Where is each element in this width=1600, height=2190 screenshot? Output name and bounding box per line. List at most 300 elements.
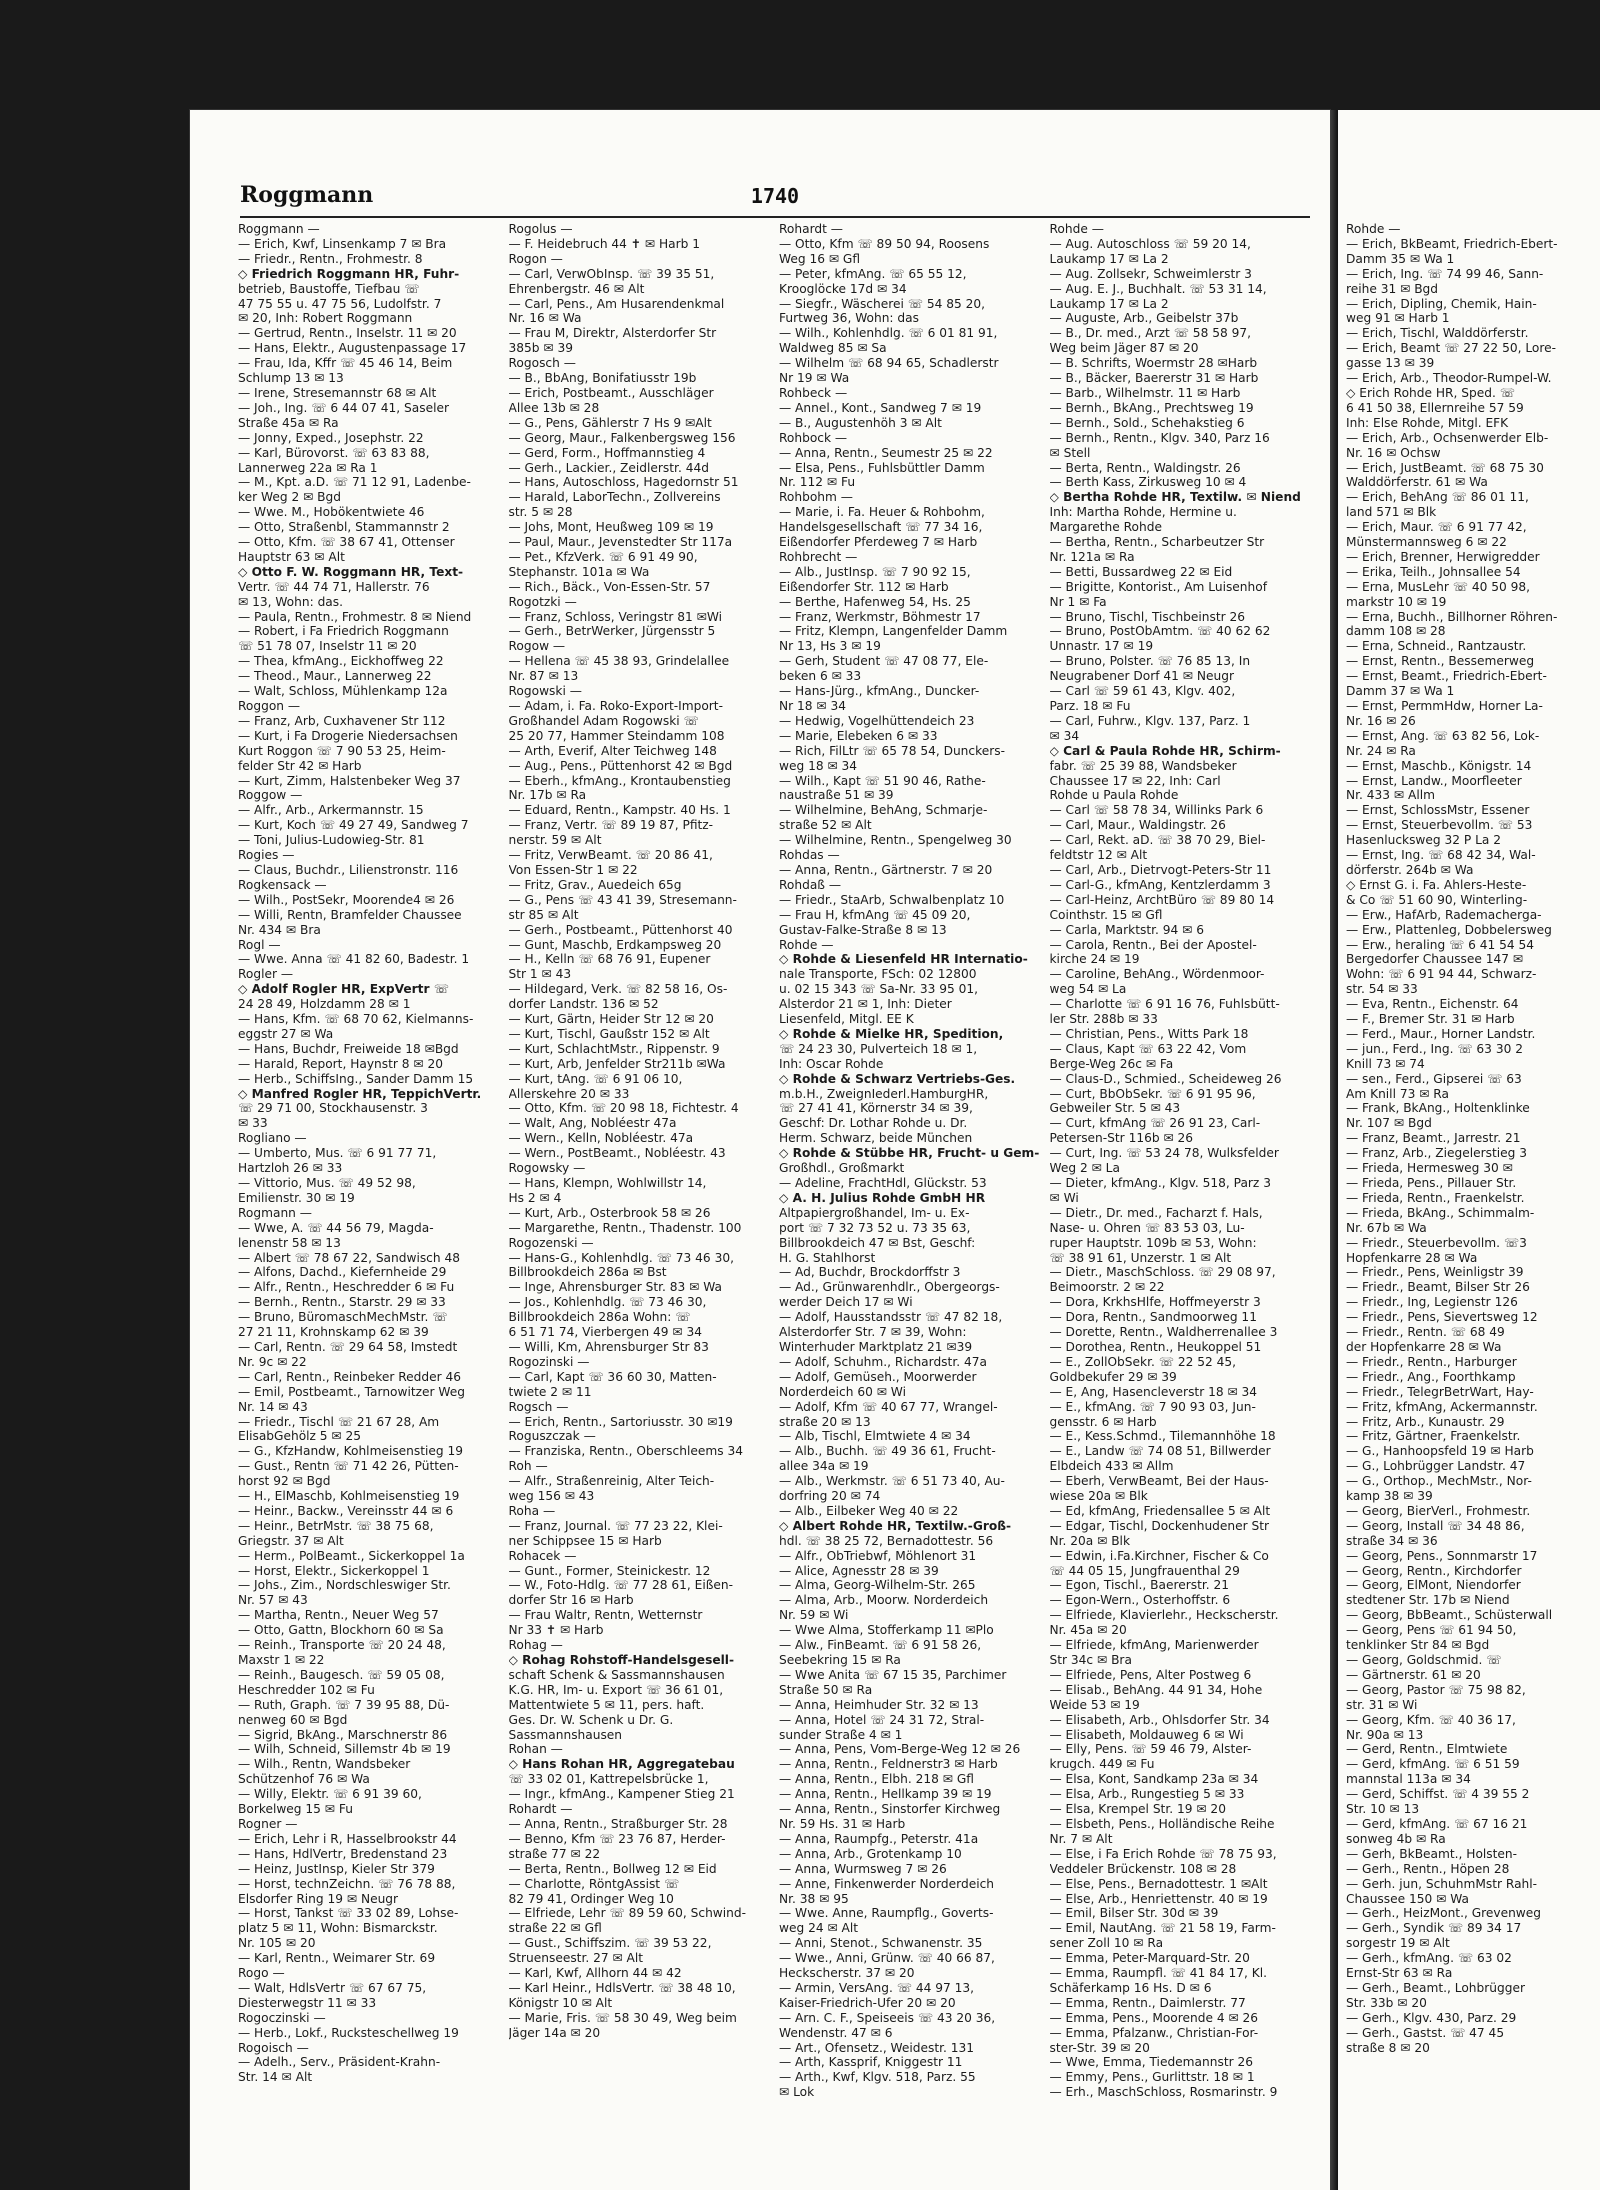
- directory-entry-line: — Otto, Kfm. ☏ 38 67 41, Ottenser: [238, 535, 455, 550]
- directory-entry-line: — Marie, Fris. ☏ 58 30 49, Weg beim: [508, 2010, 737, 2025]
- directory-entry-line: m.b.H., ZweignIederl.HamburgHR,: [779, 1086, 989, 1101]
- directory-entry-line: — Gerd, Form., Hoffmannstieg 4: [508, 445, 706, 460]
- directory-entry-line: — Georg, Goldschmid. ☏: [1346, 1653, 1502, 1667]
- directory-entry-line: — Bruno, PostObAmtm. ☏ 40 62 62: [1049, 624, 1271, 639]
- directory-entry-line: — Walt, Ang, Nobléestr 47a: [508, 1116, 677, 1131]
- directory-entry-line: Rohde —: [1049, 222, 1104, 236]
- directory-entry-line: Str 1 ✉ 43: [508, 967, 572, 982]
- directory-entry-line: Rohde —: [1346, 222, 1401, 236]
- directory-entry-line: — Gerh., Postbeamt., Püttenhorst 40: [508, 922, 733, 937]
- directory-entry-line: felder Str 42 ✉ Harb: [238, 758, 362, 773]
- directory-entry-line: — Christian, Pens., Witts Park 18: [1049, 1026, 1249, 1041]
- directory-entry-line: ◇ Adolf Rogler HR, ExpVertr ☏: [238, 982, 450, 997]
- directory-entry-line: — Umberto, Mus. ☏ 6 91 77 71,: [238, 1146, 437, 1161]
- directory-entry-line: 6 41 50 38, Ellernreihe 57 59: [1346, 400, 1524, 415]
- directory-entry-line: — Peter, kfmAng. ☏ 65 55 12,: [779, 266, 967, 281]
- directory-entry-line: Rohan —: [508, 1742, 563, 1757]
- directory-entry-line: — Gerh., HeizMont., Grevenweg: [1346, 1906, 1542, 1921]
- directory-entry-line: ☏ 24 23 30, Pulverteich 18 ✉ 1,: [779, 1041, 978, 1056]
- directory-entry-line: Diesterwegstr 11 ✉ 33: [238, 1995, 377, 2010]
- directory-entry-line: Damm 35 ✉ Wa 1: [1346, 251, 1455, 266]
- directory-entry-line: — Dora, Rentn., Sandmoorweg 11: [1049, 1310, 1257, 1325]
- directory-entry-line: — Kurt, i Fa Drogerie Niedersachsen: [238, 728, 458, 743]
- directory-entry-line: — Ferd., Maur., Horner Landstr.: [1346, 1026, 1536, 1041]
- directory-entry-line: Nase- u. Ohren ☏ 83 53 03, Lu-: [1049, 1220, 1245, 1235]
- directory-entry-line: str. 54 ✉ 33: [1346, 982, 1418, 997]
- directory-entry-line: — W., Foto-Hdlg. ☏ 77 28 61, Eißen-: [508, 1578, 734, 1593]
- directory-entry-line: beken 6 ✉ 33: [779, 669, 862, 684]
- directory-entry-line: — Erich, Rentn., Sartoriusstr. 30 ✉19: [508, 1414, 733, 1429]
- directory-entry-line: Parz. 18 ✉ Fu: [1049, 699, 1131, 713]
- directory-entry-line: — Alb, Tischl, Elmtwiete 4 ✉ 34: [779, 1429, 971, 1444]
- directory-entry-line: — Frieda, Hermesweg 30 ✉: [1346, 1161, 1513, 1176]
- directory-entry-line: Rogliano —: [238, 1131, 307, 1146]
- directory-entry-line: Nr. 38 ✉ 95: [779, 1891, 849, 1906]
- directory-entry-line: — Bruno, Tischl, Tischbeinstr 26: [1049, 609, 1246, 624]
- directory-entry-line: — Auguste, Arb., Geibelstr 37b: [1049, 311, 1239, 326]
- directory-entry-line: damm 108 ✉ 28: [1346, 624, 1446, 639]
- directory-entry-line: Elsdorfer Ring 19 ✉ Neugr: [238, 1891, 399, 1906]
- directory-entry-line: — Walt, Schloss, Mühlenkamp 12a: [238, 684, 448, 699]
- directory-entry-line: — Alb., Buchh. ☏ 49 36 61, Frucht-: [779, 1444, 996, 1459]
- directory-entry-line: Nr. 121a ✉ Ra: [1049, 549, 1135, 564]
- directory-entry-line: — H., Kelln ☏ 68 76 91, Eupener: [508, 952, 711, 967]
- directory-entry-line: werder Deich 17 ✉ Wi: [779, 1295, 913, 1310]
- directory-entry-line: Rogkensack —: [238, 877, 327, 892]
- directory-entry-line: Rogozinski —: [508, 1354, 590, 1369]
- directory-entry-line: — Friedr., Pens, Weinligstr 39: [1346, 1265, 1524, 1280]
- directory-entry-line: ☏ 38 91 61, Unzerstr. 1 ✉ Alt: [1049, 1250, 1232, 1265]
- directory-entry-line: — Bruno, Polster. ☏ 76 85 13, In: [1049, 654, 1251, 669]
- directory-entry-line: ◇ Rohde & Stübbe HR, Frucht- u Gem-: [779, 1146, 1040, 1161]
- directory-entry-line: feldtstr 12 ✉ Alt: [1049, 848, 1148, 863]
- directory-entry-line: — Adeline, FrachtHdl, Glückstr. 53: [779, 1176, 987, 1190]
- directory-entry-line: — G., KfzHandw, Kohlmeisenstieg 19: [238, 1444, 464, 1459]
- page-header: [240, 180, 1310, 218]
- directory-entry-line: — Siegfr., Wäscherei ☏ 54 85 20,: [779, 296, 985, 311]
- directory-entry-line: — Harald, LaborTechn., Zollvereins: [508, 490, 721, 505]
- directory-entry-line: — Gerd, kfmAng. ☏ 67 16 21: [1346, 1816, 1528, 1831]
- directory-entry-line: — jun., Ferd., Ing. ☏ 63 30 2: [1346, 1041, 1523, 1056]
- directory-entry-line: — Elisabeth, Arb., Ohlsdorfer Str. 34: [1049, 1712, 1270, 1727]
- directory-entry-line: — Wilhelm ☏ 68 94 65, Schadlerstr: [779, 356, 999, 371]
- directory-entry-line: Gustav-Falke-Straße 8 ✉ 13: [779, 922, 947, 937]
- directory-entry-line: — Emma, Rentn., Daimlerstr. 77: [1049, 1995, 1246, 2010]
- directory-entry-line: — Erich, Maur. ☏ 6 91 77 42,: [1346, 520, 1527, 535]
- directory-entry-line: — Heinr., Backw., Vereinsstr 44 ✉ 6: [238, 1503, 454, 1518]
- directory-entry-line: Roggmann —: [238, 222, 320, 236]
- directory-entry-line: — Else, Pens., Bernadottestr. 1 ✉Alt: [1049, 1876, 1268, 1891]
- directory-entry-line: Nr. 16 ✉ Ochsw: [1346, 445, 1441, 460]
- directory-entry-line: K.G. HR, Im- u. Export ☏ 36 61 01,: [508, 1682, 724, 1697]
- directory-entry-line: Nr. 14 ✉ 43: [238, 1399, 308, 1414]
- directory-entry-line: — Erna, Schneid., Rantzaustr.: [1346, 639, 1527, 654]
- directory-entry-line: — Ingr., kfmAng., Kampener Stieg 21: [508, 1787, 735, 1802]
- directory-entry-line: — Friedr., TelegrBetrWart, Hay-: [1346, 1384, 1534, 1399]
- directory-entry-line: — Erna, Buchh., Billhorner Röhren-: [1346, 609, 1558, 624]
- directory-entry-line: — Alfr., Rentn., Heschredder 6 ✉ Fu: [238, 1280, 455, 1295]
- directory-entry-line: — Erna, MusLehr ☏ 40 50 98,: [1346, 579, 1531, 594]
- directory-entry-line: Schäferkamp 16 Hs. D ✉ 6: [1049, 1980, 1212, 1995]
- directory-entry-line: — Hans, Klempn, Wohlwillstr 14,: [508, 1176, 707, 1190]
- directory-entry-line: — Arth, Everif, Alter Teichweg 148: [508, 743, 717, 758]
- directory-entry-line: — Bertha, Rentn., Scharbeutzer Str: [1049, 535, 1265, 550]
- directory-entry-line: — Franz, Schloss, Veringstr 81 ✉Wi: [508, 609, 723, 624]
- book-gutter: [1330, 110, 1338, 2190]
- directory-entry-line: Inh: Martha Rohde, Hermine u.: [1049, 505, 1237, 520]
- directory-entry-line: Goldbekufer 29 ✉ 39: [1049, 1369, 1177, 1384]
- directory-entry-line: Str. 14 ✉ Alt: [238, 2070, 313, 2085]
- directory-entry-line: — Gerh., Klgv. 430, Parz. 29: [1346, 2010, 1517, 2025]
- directory-entry-line: Jäger 14a ✉ 20: [508, 2025, 601, 2040]
- directory-entry-line: dorfring 20 ✉ 74: [779, 1489, 881, 1504]
- directory-entry-line: — Karl, Kwf, Allhorn 44 ✉ 42: [508, 1966, 682, 1981]
- directory-entry-line: — Berta, Rentn., Bollweg 12 ✉ Eid: [508, 1861, 717, 1876]
- directory-entry-line: ◇ Ernst G. i. Fa. Ahlers-Heste-: [1346, 877, 1527, 892]
- directory-entry-line: — Gerh., Rentn., Höpen 28: [1346, 1861, 1510, 1876]
- directory-entry-line: — Ad., Grünwarenhdlr., Obergeorgs-: [779, 1280, 1000, 1295]
- directory-entry-line: — Brigitte, Kontorist., Am Luisenhof: [1049, 579, 1268, 594]
- directory-entry-line: Hs 2 ✉ 4: [508, 1190, 562, 1205]
- directory-entry-line: — Adolf, Schuhm., Richardstr. 47a: [779, 1354, 987, 1369]
- directory-entry-line: krugch. 449 ✉ Fu: [1049, 1757, 1155, 1772]
- directory-entry-line: — Wilh., Kohlenhdlg. ☏ 6 01 81 91,: [779, 326, 998, 341]
- directory-entry-line: nenweg 60 ✉ Bgd: [238, 1712, 348, 1727]
- directory-entry-line: — Annel., Kont., Sandweg 7 ✉ 19: [779, 400, 982, 415]
- directory-entry-line: — Georg, Pastor ☏ 75 98 82,: [1346, 1682, 1526, 1697]
- directory-entry-line: Chaussee 17 ✉ 22, Inh: Carl: [1049, 773, 1221, 788]
- directory-entry-line: — Eberh., kfmAng., Krontaubenstieg: [508, 773, 731, 788]
- directory-entry-line: naustraße 51 ✉ 39: [779, 788, 894, 803]
- directory-entry-line: dorfer Landstr. 136 ✉ 52: [508, 997, 659, 1012]
- directory-entry-line: — Bernh., Rentn., Klgv. 340, Parz 16: [1049, 430, 1270, 445]
- directory-entry-line: Großhdl., Großmarkt: [779, 1161, 905, 1176]
- directory-entry-line: — Ernst, Steuerbevollm. ☏ 53: [1346, 818, 1533, 833]
- directory-entry-line: — Horst, technZeichn. ☏ 76 78 88,: [238, 1876, 456, 1891]
- directory-entry-line: — Aug. E. J., Buchhalt. ☏ 53 31 14,: [1049, 281, 1267, 296]
- directory-entry-line: — Irene, Stresemannstr 68 ✉ Alt: [238, 385, 437, 400]
- directory-entry-line: — Alw., FinBeamt. ☏ 6 91 58 26,: [779, 1638, 982, 1653]
- directory-entry-line: — Carl, Pens., Am Husarendenkmal: [508, 296, 725, 311]
- directory-entry-line: Neugrabener Dorf 41 ✉ Neugr: [1049, 669, 1234, 684]
- directory-entry-line: Laukamp 17 ✉ La 2: [1049, 251, 1169, 266]
- directory-entry-line: Lannerweg 22a ✉ Ra 1: [238, 460, 378, 475]
- directory-entry-line: — Gerh., Lackier., Zeidlerstr. 44d: [508, 460, 709, 475]
- directory-entry-line: Str. 10 ✉ 13: [1346, 1802, 1420, 1817]
- directory-entry-line: — Herm., PolBeamt., Sickerkoppel 1a: [238, 1548, 465, 1563]
- directory-entry-line: Nr. 17b ✉ Ra: [508, 788, 587, 803]
- directory-entry-line: — Berthe, Hafenweg 54, Hs. 25: [779, 594, 971, 609]
- directory-entry-line: — Wwe, Emma, Tiedemannstr 26: [1049, 2055, 1253, 2070]
- directory-entry-line: Rohde u Paula Rohde: [1049, 788, 1179, 803]
- directory-entry-line: — Curt, BbObSekr. ☏ 6 91 95 96,: [1049, 1086, 1256, 1101]
- directory-entry-line: — Dora, KrkhsHlfe, Hoffmeyerstr 3: [1049, 1295, 1261, 1310]
- directory-entry-line: — Adolf, Kfm ☏ 40 67 77, Wrangel-: [779, 1399, 998, 1414]
- directory-entry-line: — Dieter, kfmAng., Klgv. 518, Parz 3: [1049, 1176, 1271, 1190]
- directory-entry-line: — Georg, Install ☏ 34 48 86,: [1346, 1518, 1525, 1533]
- directory-entry-line: — Erich, Arb., Ochsenwerder Elb-: [1346, 430, 1549, 445]
- directory-entry-line: — Alb., Eilbeker Weg 40 ✉ 22: [779, 1503, 959, 1518]
- directory-entry-line: gasse 13 ✉ 39: [1346, 356, 1435, 371]
- directory-entry-line: — Curt, Ing. ☏ 53 24 78, Wulksfelder: [1049, 1146, 1279, 1161]
- directory-entry-line: Weg 16 ✉ Gfl: [779, 251, 861, 266]
- directory-entry-line: straße 20 ✉ 13: [779, 1414, 871, 1429]
- directory-entry-line: — E., kfmAng. ☏ 7 90 93 03, Jun-: [1049, 1399, 1256, 1414]
- directory-entry-line: — Anna, Hotel ☏ 24 31 72, Stral-: [779, 1712, 985, 1727]
- directory-entry-line: Roha —: [508, 1503, 556, 1518]
- directory-entry-line: — Carl, Fuhrw., Klgv. 137, Parz. 1: [1049, 713, 1251, 728]
- directory-entry-line: Rogotzki —: [508, 594, 577, 609]
- directory-entry-line: — Carl, VerwObInsp. ☏ 39 35 51,: [508, 266, 715, 281]
- directory-entry-line: Margarethe Rohde: [1049, 520, 1162, 535]
- directory-entry-line: — Erw., HafArb, Rademacherga-: [1346, 907, 1542, 922]
- directory-entry-line: — Edwin, i.Fa.Kirchner, Fischer & Co: [1049, 1548, 1269, 1563]
- directory-entry-line: — Reinh., Transporte ☏ 20 24 48,: [238, 1638, 446, 1653]
- directory-entry-line: Rohbohm —: [779, 490, 853, 505]
- directory-entry-line: — Fritz, Grav., Auedeich 65g: [508, 877, 682, 892]
- directory-entry-line: — Wilh, Schneid, Sillemstr 4b ✉ 19: [238, 1742, 451, 1757]
- directory-entry-line: — Georg, Kfm. ☏ 40 36 17,: [1346, 1712, 1516, 1727]
- directory-entry-line: ☏ 27 41 41, Körnerstr 34 ✉ 39,: [779, 1101, 973, 1116]
- directory-entry-line: — Ernst, Beamt., Friedrich-Ebert-: [1346, 669, 1547, 684]
- directory-entry-line: Rogner —: [238, 1816, 298, 1831]
- directory-entry-line: — Eberh, VerwBeamt, Bei der Haus-: [1049, 1474, 1269, 1489]
- directory-entry-line: ner Schippsee 15 ✉ Harb: [508, 1533, 662, 1548]
- directory-entry-line: Nr. 24 ✉ Ra: [1346, 743, 1416, 758]
- directory-column: [779, 222, 1042, 2170]
- directory-entry-line: — Kurt, tAng. ☏ 6 91 06 10,: [508, 1071, 683, 1086]
- directory-entry-line: — Carl-G., kfmAng, Kentzlerdamm 3: [1049, 877, 1271, 892]
- directory-entry-line: — Caroline, BehAng., Wördenmoor-: [1049, 967, 1265, 982]
- directory-entry-line: — Carla, Marktstr. 94 ✉ 6: [1049, 922, 1204, 937]
- directory-entry-line: Alsterdorfer Str. 7 ✉ 39, Wohn:: [779, 1325, 967, 1340]
- directory-entry-line: allee 34a ✉ 19: [779, 1459, 869, 1474]
- directory-entry-line: dorfer Str 16 ✉ Harb: [508, 1593, 634, 1608]
- directory-entry-line: — Aug. Zollsekr, Schweimlerstr 3: [1049, 266, 1252, 281]
- directory-entry-line: & Co ☏ 51 60 90, Winterling-: [1346, 892, 1528, 907]
- directory-entry-line: Rogoczinski —: [238, 2010, 326, 2025]
- directory-entry-line: Rogon —: [508, 251, 563, 266]
- directory-entry-line: — Claus-D., Schmied., Scheideweg 26: [1049, 1071, 1282, 1086]
- directory-entry-line: Nr. 20a ✉ Blk: [1049, 1533, 1130, 1548]
- directory-entry-line: Seebekring 15 ✉ Ra: [779, 1653, 901, 1667]
- directory-entry-line: Rogozenski —: [508, 1235, 594, 1250]
- directory-entry-line: — Emma, Pfalzanw., Christian-For-: [1049, 2025, 1259, 2040]
- directory-entry-line: — Franz, Journal. ☏ 77 23 22, Klei-: [508, 1518, 723, 1533]
- directory-entry-line: — Arn. C. F., Speiseeis ☏ 43 20 36,: [779, 2010, 996, 2025]
- directory-entry-line: Königstr 10 ✉ Alt: [508, 1995, 613, 2010]
- directory-entry-line: Damm 37 ✉ Wa 1: [1346, 684, 1455, 699]
- directory-entry-line: kirche 24 ✉ 19: [1049, 952, 1140, 967]
- directory-entry-line: Schützenhof 76 ✉ Wa: [238, 1772, 370, 1787]
- directory-entry-line: ElisabGehölz 5 ✉ 25: [238, 1429, 362, 1444]
- directory-entry-line: Elbdeich 433 ✉ Allm: [1049, 1459, 1174, 1474]
- directory-entry-line: — Ruth, Graph. ☏ 7 39 95 88, Dü-: [238, 1697, 450, 1712]
- directory-entry-line: — Carl, Maur., Waldingstr. 26: [1049, 818, 1226, 833]
- directory-entry-line: — Franz, Werkmstr, Böhmestr 17: [779, 609, 981, 624]
- directory-entry-line: — Anna, Rentn., Straßburger Str. 28: [508, 1816, 728, 1831]
- directory-entry-line: — Hans, Buchdr, Freiweide 18 ✉Bgd: [238, 1041, 459, 1056]
- directory-entry-line: — Ernst, Ing. ☏ 68 42 34, Wal-: [1346, 848, 1536, 863]
- directory-entry-line: Nr. 57 ✉ 43: [238, 1593, 308, 1608]
- directory-entry-line: Wendenstr. 47 ✉ 6: [779, 2025, 893, 2040]
- directory-entry-line: H. G. Stahlhorst: [779, 1250, 876, 1265]
- directory-entry-line: — Fritz, Klempn, Langenfelder Damm: [779, 624, 1008, 639]
- directory-entry-line: — Friedr., Tischl ☏ 21 67 28, Am: [238, 1414, 440, 1429]
- directory-entry-line: — Carola, Rentn., Bei der Apostel-: [1049, 937, 1257, 952]
- directory-entry-line: — Jonny, Exped., Josephstr. 22: [238, 430, 424, 445]
- directory-entry-line: Nr. 16 ✉ 26: [1346, 713, 1416, 728]
- directory-entry-line: — Wwe. M., Hobökentwiete 46: [238, 505, 425, 520]
- next-page-edge: [1338, 110, 1600, 2190]
- directory-entry-line: Knill 73 ✉ 74: [1346, 1056, 1425, 1071]
- directory-entry-line: ◇ Otto F. W. Roggmann HR, Text-: [238, 564, 464, 579]
- directory-entry-line: — Charlotte ☏ 6 91 16 76, Fuhlsbütt-: [1049, 997, 1280, 1012]
- directory-entry-line: — Alfons, Dachd., Kiefernheide 29: [238, 1265, 447, 1280]
- directory-entry-line: — Alfr., Arb., Arkermannstr. 15: [238, 803, 424, 818]
- directory-entry-line: land 571 ✉ Blk: [1346, 505, 1437, 520]
- directory-entry-line: — Walt, HdlsVertr ☏ 67 67 75,: [238, 1980, 427, 1995]
- directory-entry-line: — Anna, Wurmsweg 7 ✉ 26: [779, 1861, 947, 1876]
- directory-entry-line: — B., Augustenhöh 3 ✉ Alt: [779, 415, 942, 430]
- directory-entry-line: Ernst-Str 63 ✉ Ra: [1346, 1966, 1453, 1981]
- directory-entry-line: — Elsa, Krempel Str. 19 ✉ 20: [1049, 1802, 1226, 1817]
- directory-entry-line: — Wilhelmine, Rentn., Spengelweg 30: [779, 833, 1012, 848]
- directory-entry-line: — Margarethe, Rentn., Thadenstr. 100: [508, 1220, 742, 1235]
- directory-entry-line: — Dietr., Dr. med., Facharzt f. Hals,: [1049, 1205, 1263, 1220]
- directory-entry-line: — Rich, FilLtr ☏ 65 78 54, Dunckers-: [779, 743, 1005, 758]
- directory-entry-line: — F., Bremer Str. 31 ✉ Harb: [1346, 1012, 1515, 1027]
- directory-entry-line: — Franz, Arb., Ziegelerstieg 3: [1346, 1146, 1527, 1161]
- directory-entry-line: Ges. Dr. W. Schenk u Dr. G.: [508, 1712, 674, 1727]
- directory-entry-line: platz 5 ✉ 11, Wohn: Bismarckstr.: [238, 1921, 438, 1936]
- directory-entry-line: — E, Ang, Hasencleverstr 18 ✉ 34: [1049, 1384, 1258, 1399]
- directory-entry-line: — Frau Waltr, Rentn, Wetternstr: [508, 1608, 703, 1623]
- directory-entry-line: der Hopfenkarre 28 ✉ Wa: [1346, 1339, 1502, 1354]
- directory-entry-line: — Franz, Vertr. ☏ 89 19 87, Pfitz-: [508, 818, 714, 833]
- directory-entry-line: ◇ Manfred Rogler HR, TeppichVertr.: [238, 1086, 482, 1101]
- directory-entry-line: Rogl —: [238, 937, 281, 952]
- directory-entry-line: — Elfriede, Klavierlehr., Heckscherstr.: [1049, 1608, 1279, 1623]
- directory-entry-line: Billbrookdeich 286a Wohn: ☏: [508, 1310, 691, 1325]
- directory-entry-line: Inh: Oscar Rohde: [779, 1056, 884, 1071]
- directory-entry-line: Rohdaß —: [779, 877, 842, 892]
- directory-entry-line: — Johs., Zim., Nordschleswiger Str.: [238, 1578, 451, 1593]
- directory-entry-line: Winterhuder Marktplatz 21 ✉39: [779, 1339, 973, 1354]
- directory-entry-line: — Dorothea, Rentn., Heukoppel 51: [1049, 1339, 1262, 1354]
- directory-entry-line: ☏ 44 05 15, Jungfrauenthal 29: [1049, 1563, 1240, 1578]
- directory-entry-line: u. 02 15 343 ☏ Sa-Nr. 33 95 01,: [779, 982, 978, 997]
- directory-entry-line: gensstr. 6 ✉ Harb: [1049, 1414, 1157, 1429]
- directory-entry-line: ✉ Wi: [1049, 1190, 1079, 1205]
- directory-entry-line: — Carl ☏ 59 61 43, Klgv. 402,: [1049, 684, 1236, 699]
- directory-entry-line: Straße 45a ✉ Ra: [238, 415, 339, 430]
- directory-entry-line: — Gunt., Former, Steinickestr. 12: [508, 1563, 711, 1578]
- directory-entry-line: ☏ 33 02 01, Kattrepelsbrücke 1,: [508, 1772, 709, 1787]
- directory-entry-line: — Berta, Rentn., Waldingstr. 26: [1049, 460, 1241, 475]
- directory-entry-line: — Wern., PostBeamt., Nobléestr. 43: [508, 1146, 726, 1161]
- directory-entry-line: ◇ Rohde & Mielke HR, Spedition,: [779, 1026, 1004, 1041]
- directory-entry-line: Griegstr. 37 ✉ Alt: [238, 1533, 344, 1548]
- directory-entry-line: — Frau M, Direktr, Alsterdorfer Str: [508, 326, 717, 341]
- directory-entry-line: — Frieda, Rentn., Fraenkelstr.: [1346, 1190, 1525, 1205]
- directory-entry-line: — Karl, Bürovorst. ☏ 63 83 88,: [238, 445, 430, 460]
- directory-entry-line: — B. Schrifts, Woermstr 28 ✉Harb: [1049, 356, 1258, 371]
- directory-entry-line: — Elfriede, kfmAng, Marienwerder: [1049, 1638, 1259, 1653]
- directory-entry-line: — Fritz, VerwBeamt. ☏ 20 86 41,: [508, 848, 713, 863]
- directory-entry-line: — Otto, Kfm. ☏ 20 98 18, Fichtestr. 4: [508, 1101, 739, 1116]
- directory-entry-line: — Wwe., Anni, Grünw. ☏ 40 66 87,: [779, 1951, 995, 1966]
- directory-entry-line: straße 8 ✉ 20: [1346, 2040, 1430, 2055]
- directory-entry-line: — Franziska, Rentn., Oberschleems 34: [508, 1444, 743, 1459]
- directory-entry-line: — Heinr., BetrMstr. ☏ 38 75 68,: [238, 1518, 434, 1533]
- directory-entry-line: — Alb., JustInsp. ☏ 7 90 92 15,: [779, 564, 971, 579]
- directory-entry-line: Rogsch —: [508, 1399, 569, 1414]
- directory-entry-line: — Ernst, PermmHdw, Horner La-: [1346, 699, 1543, 713]
- directory-entry-line: sener Zoll 10 ✉ Ra: [1049, 1936, 1164, 1951]
- directory-entry-line: — Herb., SchiffsIng., Sander Damm 15: [238, 1071, 474, 1086]
- directory-entry-line: — Anna, Rentn., Sinstorfer Kirchweg: [779, 1802, 1001, 1817]
- directory-entry-line: — Anna, Arb., Grotenkamp 10: [779, 1846, 962, 1861]
- directory-entry-line: — Ernst, Landw., Moorfleeter: [1346, 773, 1522, 788]
- directory-entry-line: — Carl, Rentn. ☏ 29 64 58, Imstedt: [238, 1339, 458, 1354]
- directory-entry-line: Rogosch —: [508, 356, 576, 371]
- directory-entry-line: ✉ Stell: [1049, 445, 1091, 460]
- directory-entry-line: — Jos., Kohlenhdlg. ☏ 73 46 30,: [508, 1295, 707, 1310]
- directory-entry-line: Veddeler Brückenstr. 108 ✉ 28: [1049, 1861, 1237, 1876]
- directory-entry-line: — Kurt, Arb, Jenfelder Str211b ✉Wa: [508, 1056, 726, 1071]
- directory-entry-line: — G., Orthop., MechMstr., Nor-: [1346, 1474, 1532, 1489]
- directory-column: [509, 222, 772, 2170]
- directory-entry-line: — Georg, BbBeamt., Schüsterwall: [1346, 1608, 1553, 1623]
- directory-entry-line: — Erich, Dipling, Chemik, Hain-: [1346, 296, 1537, 311]
- directory-entry-line: — Hans-G., Kohlenhdlg. ☏ 73 46 30,: [508, 1250, 734, 1265]
- directory-entry-line: Straße 50 ✉ Ra: [779, 1682, 873, 1697]
- directory-entry-line: Geschf: Dr. Lothar Rohde u. Dr.: [779, 1116, 968, 1131]
- directory-entry-line: — Bernh., Rentn., Starstr. 29 ✉ 33: [238, 1295, 446, 1310]
- directory-entry-line: Emilienstr. 30 ✉ 19: [238, 1190, 355, 1205]
- directory-entry-line: weg 54 ✉ La: [1049, 982, 1127, 997]
- directory-entry-line: — Alice, Agnesstr 28 ✉ 39: [779, 1563, 939, 1578]
- directory-entry-line: — G., Pens ☏ 43 41 39, Stresemann-: [508, 892, 737, 907]
- directory-entry-line: Krooglöcke 17d ✉ 34: [779, 281, 907, 296]
- directory-entry-line: tenklinker Str 84 ✉ Bgd: [1346, 1638, 1490, 1653]
- directory-entry-line: Handelsgesellschaft ☏ 77 34 16,: [779, 520, 983, 535]
- directory-entry-line: straße 52 ✉ Alt: [779, 818, 872, 833]
- directory-entry-line: — Gertrud, Rentn., Inselstr. 11 ✉ 20: [238, 326, 457, 341]
- directory-entry-line: — Benno, Kfm ☏ 23 76 87, Herder-: [508, 1831, 726, 1846]
- directory-entry-line: — Anna, Raumpfg., Peterstr. 41a: [779, 1831, 979, 1846]
- directory-entry-line: str. 31 ✉ Wi: [1346, 1697, 1418, 1712]
- directory-entry-line: Stephanstr. 101a ✉ Wa: [508, 564, 650, 579]
- directory-entry-line: — Hellena ☏ 45 38 93, Grindelallee: [508, 654, 730, 669]
- directory-entry-line: — Gerh., Syndik ☏ 89 34 17: [1346, 1921, 1522, 1936]
- directory-entry-line: Nr. 90a ✉ 13: [1346, 1727, 1424, 1742]
- directory-entry-line: — Gerd, Rentn., Elmtwiete: [1346, 1742, 1508, 1757]
- directory-entry-line: stedtener Str. 17b ✉ Niend: [1346, 1593, 1510, 1608]
- directory-entry-line: Weg 2 ✉ La: [1049, 1161, 1120, 1176]
- directory-entry-line: Weide 53 ✉ 19: [1049, 1697, 1140, 1712]
- directory-entry-line: — Hans, Autoschloss, Hagedornstr 51: [508, 475, 739, 490]
- directory-entry-line: — Joh., Ing. ☏ 6 44 07 41, Saseler: [238, 400, 449, 415]
- directory-entry-line: — Kurt, Gärtn, Heider Str 12 ✉ 20: [508, 1012, 714, 1027]
- directory-entry-line: — Marie, Elebeken 6 ✉ 33: [779, 728, 938, 743]
- directory-entry-line: Kurt Roggon ☏ 7 90 53 25, Heim-: [238, 743, 446, 758]
- directory-entry-line: ◇ Rohde & Liesenfeld HR Internatio-: [779, 952, 1028, 967]
- directory-entry-line: Billbrookdeich 47 ✉ Bst, Geschf:: [779, 1235, 976, 1250]
- directory-entry-line: Nr 18 ✉ 34: [779, 699, 846, 713]
- directory-entry-line: ◇ Rohde & Schwarz Vertriebs-Ges.: [779, 1071, 1016, 1086]
